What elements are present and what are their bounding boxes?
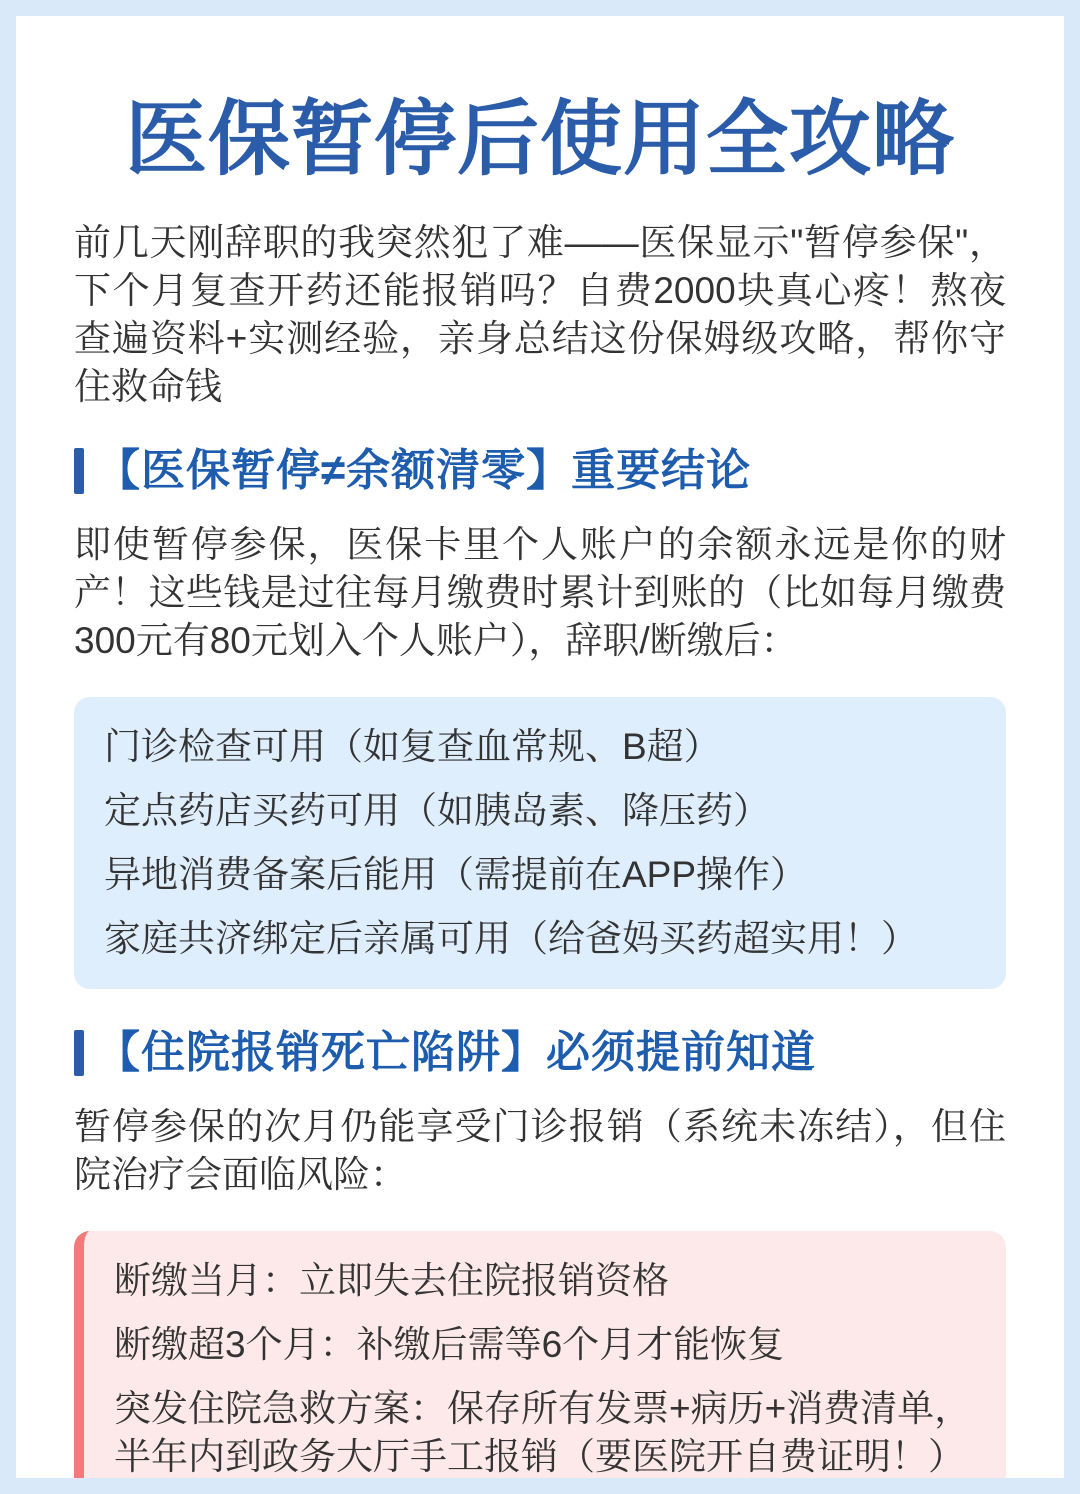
article-card [16, 16, 1064, 1478]
section-heading-text: 【医保暂停≠余额清零】重要结论 [96, 445, 752, 495]
section-heading-text: 【住院报销死亡陷阱】必须提前知道 [96, 1027, 816, 1077]
benefit-item: 家庭共济绑定后亲属可用（给爸妈买药超实用！） [104, 917, 918, 959]
warning-item: 突发住院急救方案：保存所有发票+病历+消费清单，半年内到政务大厅手工报销（要医院开自费证明！） [114, 1387, 972, 1477]
benefit-item: 门诊检查可用（如复查血常规、B超） [104, 725, 721, 767]
heading-accent-bar [74, 1030, 84, 1076]
warning-item: 断缴超3个月：补缴后需等6个月才能恢复 [114, 1323, 785, 1365]
benefit-item: 定点药店买药可用（如胰岛素、降压药） [104, 789, 770, 831]
warning-item: 断缴当月：立即失去住院报销资格 [114, 1259, 669, 1301]
benefits-box [74, 697, 1006, 989]
section-body-paragraph: 暂停参保的次月仍能享受门诊报销（系统未冻结），但住院治疗会面临风险： [74, 1105, 1006, 1195]
benefit-item: 异地消费备案后能用（需提前在APP操作） [104, 853, 808, 895]
warning-box [74, 1231, 1006, 1478]
section-heading-row [74, 1027, 1006, 1079]
page-title: 医保暂停后使用全攻略 [124, 94, 955, 185]
heading-accent-bar [74, 448, 84, 494]
intro-paragraph: 前几天刚辞职的我突然犯了难——医保显示"暂停参保"，下个月复查开药还能报销吗？自费2000块真心疼！熬夜查遍资料+实测经验，亲身总结这份保姆级攻略，帮你守住救命钱 [74, 221, 1006, 407]
section-body-paragraph: 即使暂停参保，医保卡里个人账户的余额永远是你的财产！这些钱是过往每月缴费时累计到账的（比如每月缴费300元有80元划入个人账户），辞职/断缴后： [74, 523, 1006, 661]
section-heading-row [74, 445, 1006, 497]
section-hospital-trap [74, 1027, 1006, 1478]
section-balance-conclusion [74, 445, 1006, 989]
